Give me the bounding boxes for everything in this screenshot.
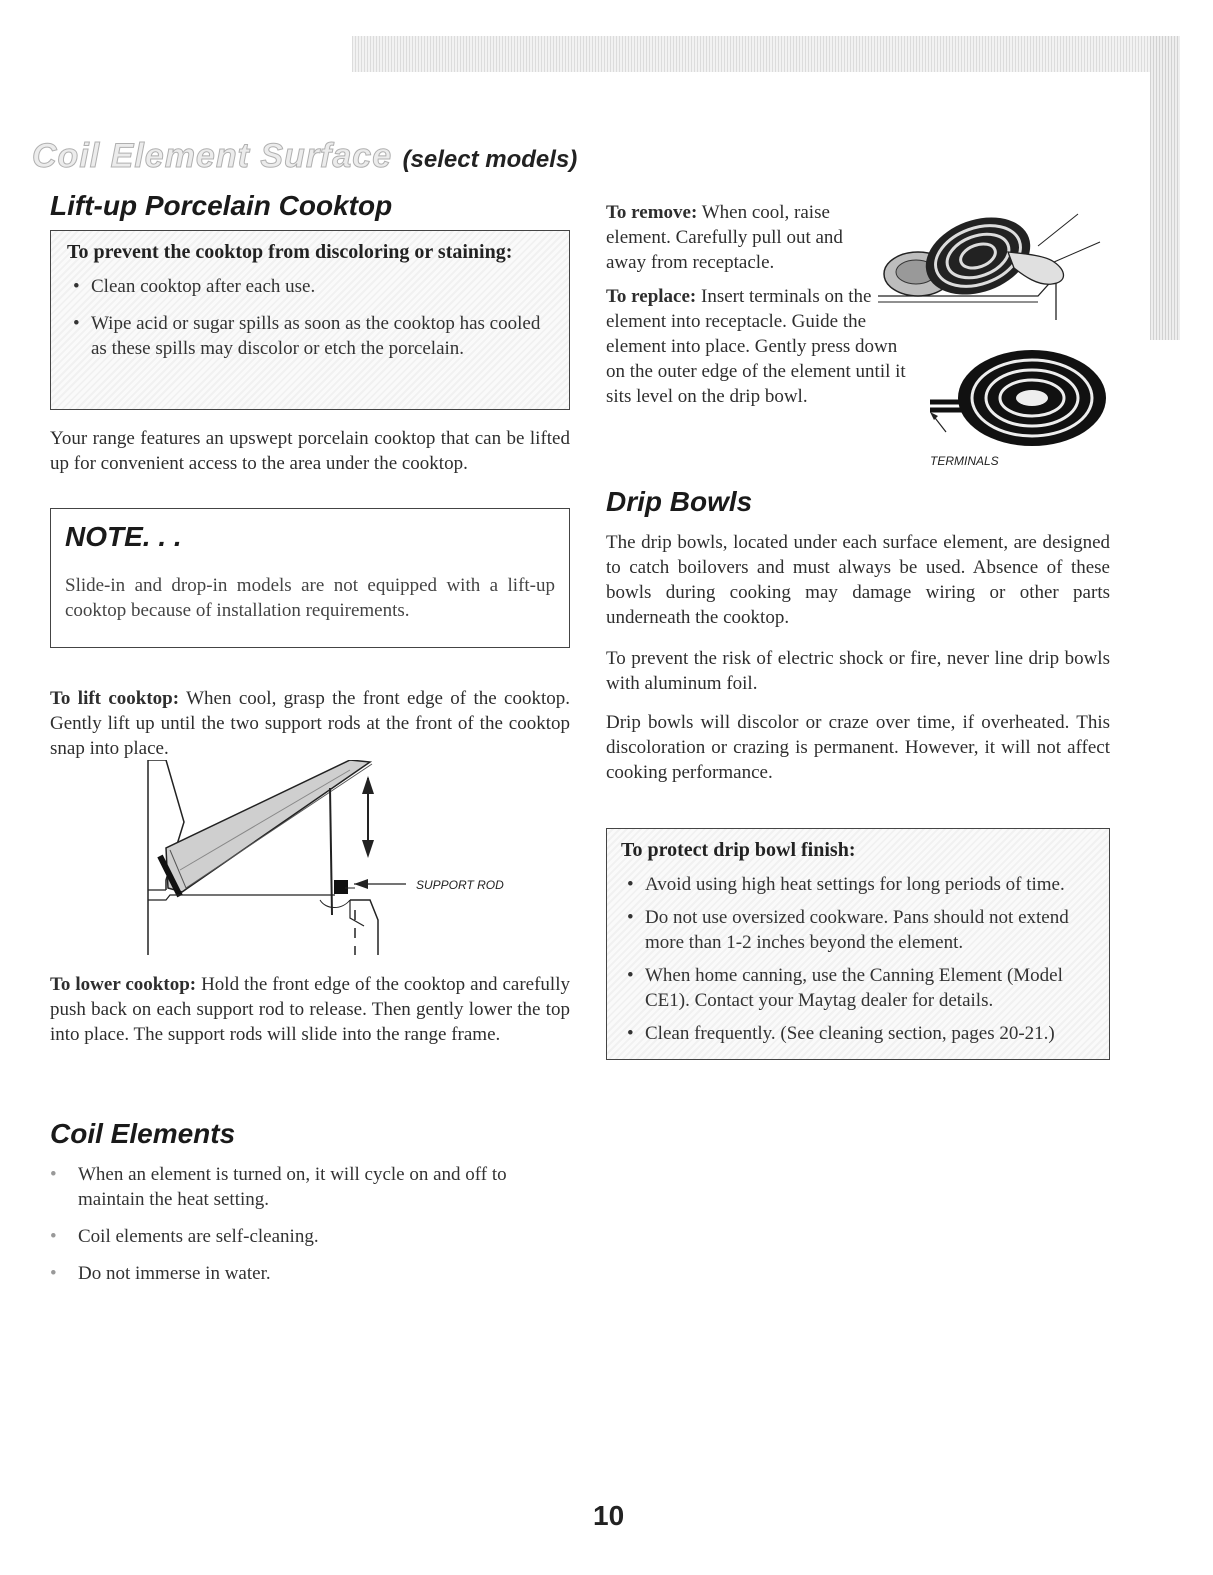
- drip-paragraph: Drip bowls will discolor or craze over time, if overheated. This discoloration or crazing is permanent. However, it will not affect cooking performance.: [606, 712, 1110, 783]
- protect-bullet-text: Clean frequently. (See cleaning section, pages 20-21.): [645, 1023, 1055, 1044]
- coil-bullet: • Coil elements are self-cleaning.: [50, 1224, 570, 1249]
- lift-cooktop-illustration: [140, 760, 520, 960]
- protect-bullet: • When home canning, use the Canning Element (Model CE1). Contact your Maytag dealer for details.: [627, 965, 1063, 1011]
- lift-up-intro: Your range features an upswept porcelain cooktop that can be lifted up for convenient access to the area under the cooktop.: [50, 428, 570, 474]
- drip-paragraph: To prevent the risk of electric shock or fire, never line drip bowls with aluminum foil.: [606, 648, 1110, 694]
- note-title: NOTE. . .: [65, 521, 182, 552]
- lift-cooktop-instructions: [50, 686, 570, 761]
- tip-bullet: • Clean cooktop after each use.: [73, 276, 316, 297]
- header-pattern-bar: [352, 36, 1180, 72]
- terminals-label: TERMINALS: [930, 454, 999, 468]
- remove-instructions: [606, 200, 870, 275]
- section-title: [32, 137, 577, 176]
- coil-element-illustration: [920, 350, 1110, 460]
- drip-bowls-heading: Drip Bowls: [606, 486, 753, 517]
- protect-box-title: To protect drip bowl finish:: [621, 839, 856, 861]
- coil-bullet: • When an element is turned on, it will cycle on and off to maintain the heat setting.: [50, 1162, 570, 1212]
- support-rod-label: SUPPORT ROD: [416, 878, 504, 892]
- note-text: Slide-in and drop-in models are not equipped with a lift-up cooktop because of installation requirements.: [65, 575, 555, 621]
- protect-bullet: • Do not use oversized cookware. Pans should not extend more than 1-2 inches beyond the element.: [627, 907, 1069, 953]
- protect-box: [606, 828, 1110, 1060]
- tip-bullet-text: Clean cooktop after each use.: [91, 276, 316, 297]
- protect-bullet-text: Do not use oversized cookware. Pans should not extend more than 1-2 inches beyond the element.: [645, 907, 1069, 953]
- tip-bullet: • Wipe acid or sugar spills as soon as the cooktop has cooled as these spills may discolor or etch the porcelain.: [73, 313, 541, 359]
- section-subtitle: (select models): [402, 146, 578, 173]
- tip-box-title: To prevent the cooktop from discoloring or staining:: [67, 241, 513, 263]
- protect-bullet: • Clean frequently. (See cleaning section, pages 20-21.): [627, 1023, 1055, 1044]
- lower-cooktop-label: To lower cooktop:: [50, 974, 197, 995]
- replace-instructions: [606, 284, 908, 409]
- replace-text: Insert terminals on the element into receptacle. Guide the element into place. Gently press down on the outer edge of the element until it sits level on the drip bowl.: [606, 286, 906, 407]
- tip-bullet-text: Wipe acid or sugar spills as soon as the cooktop has cooled as these spills may discolor or etch the porcelain.: [91, 313, 541, 359]
- protect-bullet-text: Avoid using high heat settings for long periods of time.: [645, 874, 1065, 895]
- lower-cooktop-text: Hold the front edge of the cooktop and carefully push back on each support rod to release. Then gently lower the top into place. The support rods will slide into the range frame.: [50, 974, 570, 1045]
- lift-cooktop-label: To lift cooktop:: [50, 688, 180, 709]
- protect-bullet-text: When home canning, use the Canning Element (Model CE1). Contact your Maytag dealer for details.: [645, 965, 1063, 1011]
- tip-box: [50, 230, 570, 410]
- lift-cooktop-text: When cool, grasp the front edge of the cooktop. Gently lift up until the two support rods at the front of the cooktop snap into place.: [50, 688, 570, 759]
- remove-text: When cool, raise element. Carefully pull out and away from receptacle.: [606, 202, 843, 273]
- lower-cooktop-instructions: [50, 972, 570, 1047]
- page-number: 10: [593, 1500, 625, 1531]
- coil-elements-list: [50, 1162, 570, 1298]
- remove-element-illustration: [878, 196, 1108, 326]
- remove-label: To remove:: [606, 202, 698, 223]
- drip-paragraph: The drip bowls, located under each surface element, are designed to catch boilovers and must always be used. Absence of these bowls during cooking may damage wiring or other parts underneath the cooktop.: [606, 532, 1110, 628]
- protect-bullet: • Avoid using high heat settings for long periods of time.: [627, 874, 1065, 895]
- note-box: [50, 508, 570, 648]
- side-pattern-bar: [1150, 36, 1180, 340]
- lift-up-heading: Lift-up Porcelain Cooktop: [50, 190, 393, 221]
- section-title-text: Coil Element Surface: [32, 137, 393, 175]
- replace-label: To replace:: [606, 286, 697, 307]
- coil-bullet: • Do not immerse in water.: [50, 1261, 570, 1286]
- coil-elements-heading: Coil Elements: [50, 1118, 236, 1149]
